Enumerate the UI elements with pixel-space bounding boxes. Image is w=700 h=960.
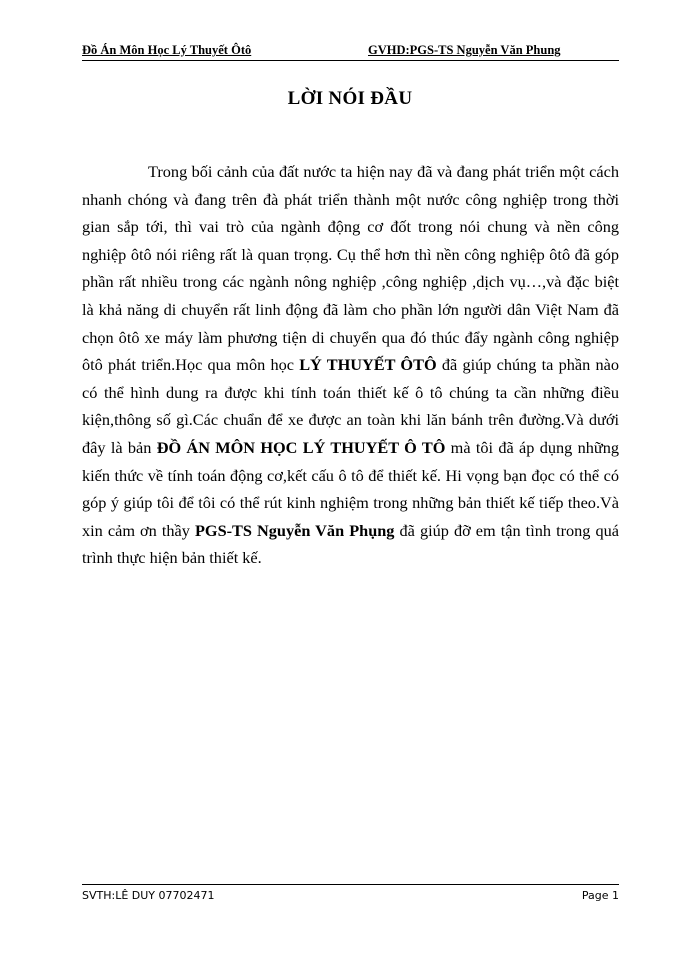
- body-text-part-3: mà tôi đã áp dụng những kiến thức về tính toán động cơ,kết cấu ô tô để thiết kế. Hi vọng bạn đọc có thể có góp ý giúp tôi để tôi có thể rút kinh nghiệm trong những bản thiết kế tiếp theo.Và xin cảm ơn thầy: [82, 437, 619, 540]
- header-course-title: Đồ Án Môn Học Lý Thuyết Ôtô: [82, 43, 252, 57]
- body-bold-instructor-name: PGS-TS Nguyễn Văn Phụng: [194, 520, 395, 540]
- footer-student: SVTH:LÊ DUY 07702471: [82, 889, 215, 902]
- body-text-part-2: đã giúp chúng ta phần nào có thể hình dung ra được khi tính toán thiết kế ô tô chúng ta cần những điều kiện,thông số gì.Các chuẩn để xe được an toàn khi lăn bánh trên đường.Và dưới đây là bản: [82, 355, 619, 457]
- page-header: [82, 40, 619, 61]
- body-bold-course-name: LÝ THUYẾT ÔTÔ: [299, 355, 437, 375]
- body-text-part-1: Trong bối cảnh của đất nước ta hiện nay đã và đang phát triển một cách nhanh chóng và đang trên đà phát triển thành một nước công nghiệp trong thời gian sắp tới, thì vai trò của ngành động cơ đốt trong nói chung và nền công nghiệp ôtô nói riêng rất là quan trọng. Cụ thể hơn thì nền công nghiệp ôtô đã góp phần rất nhiều trong các ngành nông nghiệp ,công nghiệp ,dịch vụ…,và đặc biệt là khả năng di chuyển rất linh động đã làm cho phần lớn người dân Việt Nam đã chọn ôtô xe máy làm phương tiện di chuyển qua đó thúc đẩy ngành công nghiệp ôtô phát triển.Học qua môn học: [82, 162, 619, 375]
- page-title: LỜI NÓI ĐẦU: [287, 88, 413, 109]
- footer-page-number: Page 1: [581, 889, 619, 902]
- body-bold-project-name: ĐỒ ÁN MÔN HỌC LÝ THUYẾT Ô TÔ: [156, 437, 446, 457]
- body-text-part-4: đã giúp đỡ em tận tình trong quá trình thực hiện bản thiết kế.: [82, 520, 620, 568]
- header-instructor: GVHD:PGS-TS Nguyễn Văn Phung: [368, 43, 561, 57]
- body-paragraph: [82, 158, 619, 572]
- page-footer: [82, 884, 619, 902]
